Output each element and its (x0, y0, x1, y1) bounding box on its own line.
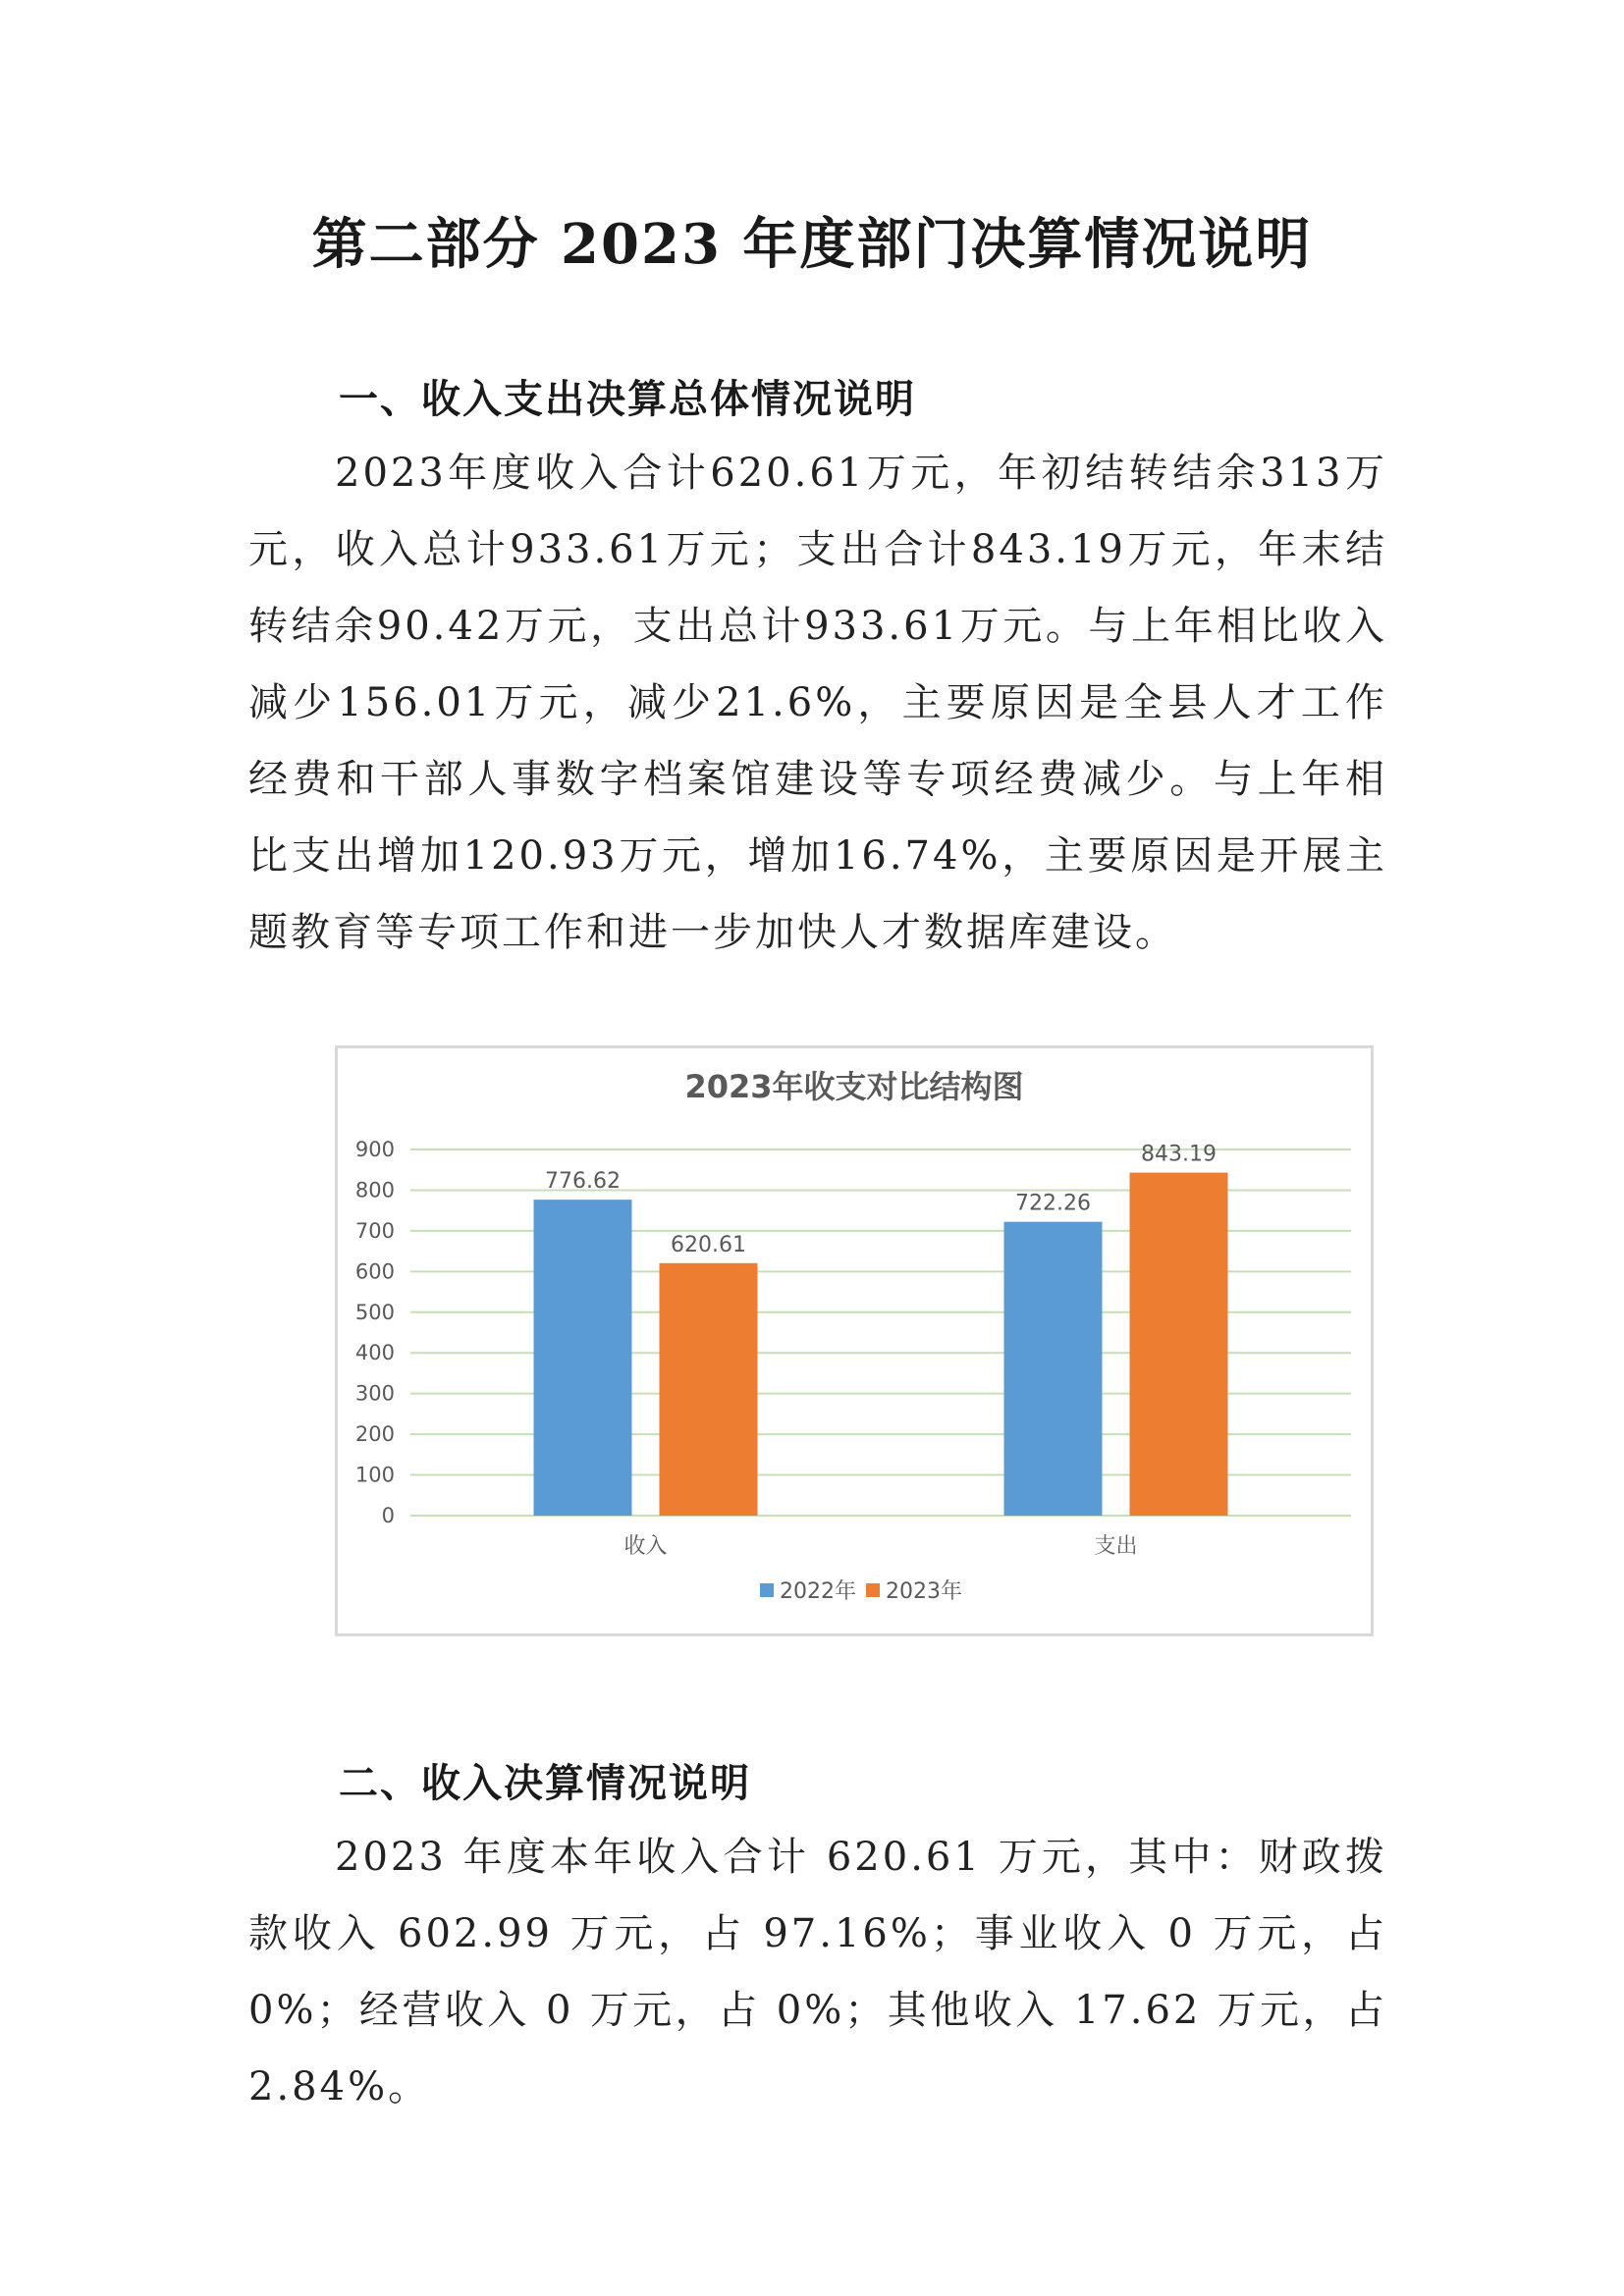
data-label: 620.61 (671, 1232, 746, 1257)
bar-series-2 (660, 1263, 758, 1516)
data-label: 776.62 (545, 1169, 621, 1195)
data-label: 843.19 (1141, 1142, 1217, 1167)
legend-swatch (866, 1583, 880, 1597)
section-1-heading: 一、收入支出决算总体情况说明 (339, 377, 916, 422)
y-tick-label: 800 (354, 1178, 395, 1202)
legend-swatch (760, 1583, 774, 1597)
legend-label: 2023年 (886, 1579, 962, 1604)
y-tick-label: 500 (354, 1300, 395, 1324)
bar-series-1 (1004, 1222, 1103, 1516)
y-tick-label: 300 (354, 1381, 395, 1406)
x-category-label: 收入 (623, 1534, 668, 1559)
y-tick-label: 200 (354, 1422, 395, 1447)
y-tick-label: 900 (354, 1138, 395, 1161)
chart-title: 2023年收支对比结构图 (684, 1068, 1024, 1105)
bar-chart (335, 1045, 1374, 1636)
bar-series-1 (534, 1200, 632, 1516)
section-2-heading: 二、收入决算情况说明 (339, 1761, 751, 1806)
y-tick-label: 700 (354, 1218, 395, 1243)
section-2-paragraph: 2023 年度本年收入合计 620.61 万元，其中：财政拨款收入 602.99 万元，占 97.16%；事业收入 0 万元，占 0%；经营收入 0 万元，占 0%；其他收入 17.62 万元，占 2.84%。 (248, 1835, 1387, 2109)
bar-chart-svg (338, 1048, 1371, 1633)
document-title: 第二部分 2023 年度部门决算情况说明 (311, 212, 1313, 277)
legend-label: 2022年 (780, 1579, 856, 1604)
bar-series-2 (1130, 1173, 1228, 1516)
y-tick-label: 100 (354, 1463, 395, 1487)
y-tick-label: 400 (354, 1341, 395, 1365)
section-1-paragraph: 2023年度收入合计620.61万元，年初结转结余313万元，收入总计933.61万元；支出合计843.19万元，年末结转结余90.42万元，支出总计933.61万元。与上年相比收入减少156.01万元，减少21.6%，主要原因是全县人才工作经费和干部人事数字档案馆建设等专项经费减少。与上年相比支出增加120.93万元，增加16.74%，主要原因是开展主题教育等专项工作和进一步加快人才数据库建设。 (248, 451, 1387, 955)
data-label: 722.26 (1015, 1191, 1091, 1216)
y-tick-label: 0 (381, 1504, 395, 1527)
x-category-label: 支出 (1094, 1534, 1138, 1559)
y-tick-label: 600 (354, 1259, 395, 1284)
